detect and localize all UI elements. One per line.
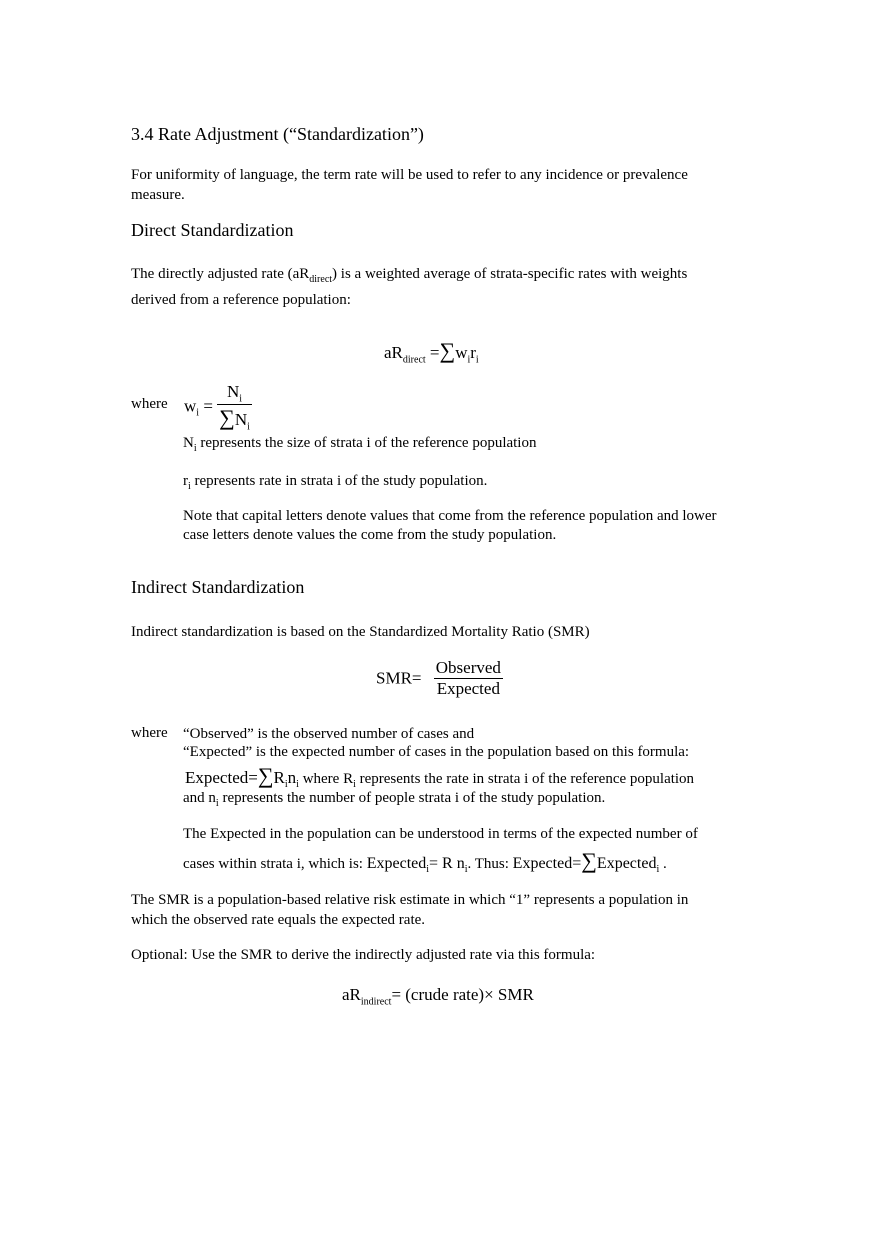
intro-paragraph: [131, 165, 751, 205]
smr-formula: [376, 658, 503, 699]
N-description: represents the size of strata i of the reference population: [196, 435, 537, 451]
observed-expected-definitions: [183, 725, 689, 761]
indirect-rate-sub: indirect: [360, 996, 392, 1008]
r-symbol: r: [183, 473, 188, 489]
direct-eq-lhs: aR: [384, 343, 403, 362]
expected-R: R: [273, 768, 285, 787]
expected-total-sub: i: [656, 864, 660, 875]
N-sub: i: [193, 443, 197, 454]
weight-denominator: N: [234, 410, 248, 430]
expected-n: n: [287, 768, 297, 787]
observed-line: “Observed” is the observed number of cases and: [183, 726, 475, 742]
direct-description: [131, 264, 751, 310]
direct-eq-equals: =: [429, 343, 440, 362]
and-n-a: and n: [183, 790, 216, 806]
direct-desc-line-2: derived from a reference population:: [131, 292, 351, 308]
indirect-rate-lhs: aR: [342, 985, 361, 1004]
expected-lhs: Expected: [185, 768, 249, 787]
period: .: [662, 856, 667, 872]
expected-population-line-1: The Expected in the population can be understood in terms of the expected number of: [183, 826, 698, 842]
direct-heading: Direct Standardization: [131, 220, 294, 240]
weight-sub: i: [196, 407, 200, 419]
note-line-1: Note that capital letters denote values that come from the reference population and lower: [183, 508, 717, 524]
smr-denominator: Expected: [436, 679, 500, 698]
direct-desc-a: The directly adjusted rate (aR: [131, 266, 310, 282]
smr-label: SMR=: [376, 668, 422, 688]
smr-explanation: [131, 890, 751, 930]
expected-line: “Expected” is the expected number of cases in the population based on this formula:: [183, 744, 690, 760]
direct-eq-r-sub: i: [475, 354, 479, 366]
optional-paragraph: Optional: Use the SMR to derive the indirectly adjusted rate via this formula:: [131, 947, 596, 963]
r-definition: [183, 471, 487, 497]
N-symbol: N: [183, 435, 194, 451]
weight-fraction: [217, 382, 252, 433]
sum-symbol: ∑: [219, 405, 235, 431]
direct-desc-sub: direct: [309, 274, 333, 285]
indirect-rate-formula: [342, 985, 534, 1007]
expected-i-rhs-sub: i: [464, 864, 468, 875]
where-label-indirect: where: [131, 725, 168, 741]
expected-n-sub: i: [296, 779, 299, 790]
where-R-a: where R: [302, 771, 354, 787]
smr-fraction: [434, 658, 503, 699]
indirect-heading: Indirect Standardization: [131, 577, 305, 597]
intro-line-1: For uniformity of language, the term rate will be used to refer to any incidence or prevalence: [131, 167, 688, 183]
section-title: 3.4 Rate Adjustment (“Standardization”): [131, 124, 424, 144]
expected-i-rhs: = R n: [429, 855, 465, 872]
expected-total-equals: =: [572, 855, 582, 872]
weight-num-sub: i: [239, 393, 243, 405]
weight-equals: =: [203, 396, 213, 416]
expected-total-rhs: Expected: [596, 855, 657, 872]
direct-equation: [384, 338, 479, 365]
smr-explanation-line-1: The SMR is a population-based relative risk estimate in which “1” represents a population in: [131, 892, 689, 908]
note-paragraph: [183, 507, 717, 545]
expected-formula-line: [185, 763, 694, 790]
indirect-description: Indirect standardization is based on the Standardized Mortality Ratio (SMR): [131, 624, 590, 640]
where-R-sub: i: [353, 779, 356, 790]
where-R-b: represents the rate in strata i of the reference population: [355, 771, 695, 787]
and-n-sub: i: [215, 798, 219, 809]
note-line-2: case letters denote values the come from the study population.: [183, 527, 557, 543]
direct-eq-w: w: [455, 343, 468, 362]
direct-eq-w-sub: i: [467, 354, 471, 366]
sum-symbol: ∑: [257, 763, 274, 788]
r-sub: i: [188, 481, 191, 492]
r-description: represents rate in strata i of the study population.: [190, 473, 488, 489]
intro-line-2: measure.: [131, 187, 185, 203]
and-n-line: [183, 790, 605, 809]
expected-i-lhs: Expected: [366, 855, 427, 872]
smr-numerator: Observed: [435, 658, 501, 677]
expected-R-sub: i: [284, 779, 288, 790]
weight-den-sub: i: [247, 421, 250, 433]
expected-pop-text: cases within strata i, which is:: [183, 856, 367, 872]
direct-desc-b: ) is a weighted average of strata-specific rates with weights: [332, 266, 688, 282]
expected-i-sub: i: [426, 864, 430, 875]
weight-symbol: w: [184, 396, 197, 416]
where-label-direct: where: [131, 396, 168, 412]
expected-population-line-2: [183, 848, 667, 875]
and-n-b: represents the number of people strata i of the study population.: [218, 790, 606, 806]
direct-eq-r: r: [470, 343, 476, 362]
smr-explanation-line-2: which the observed rate equals the expected rate.: [131, 912, 426, 928]
indirect-rate-rhs: = (crude rate)× SMR: [391, 985, 534, 1004]
thus-text: . Thus:: [467, 856, 513, 872]
sum-symbol: ∑: [439, 338, 456, 363]
direct-eq-lhs-sub: direct: [402, 354, 426, 366]
weight-numerator: N: [227, 382, 240, 401]
expected-total-lhs: Expected: [512, 855, 573, 872]
sum-symbol: ∑: [581, 848, 597, 873]
expected-equals: =: [248, 768, 258, 787]
N-definition: [183, 433, 536, 459]
weight-formula: [184, 382, 252, 433]
